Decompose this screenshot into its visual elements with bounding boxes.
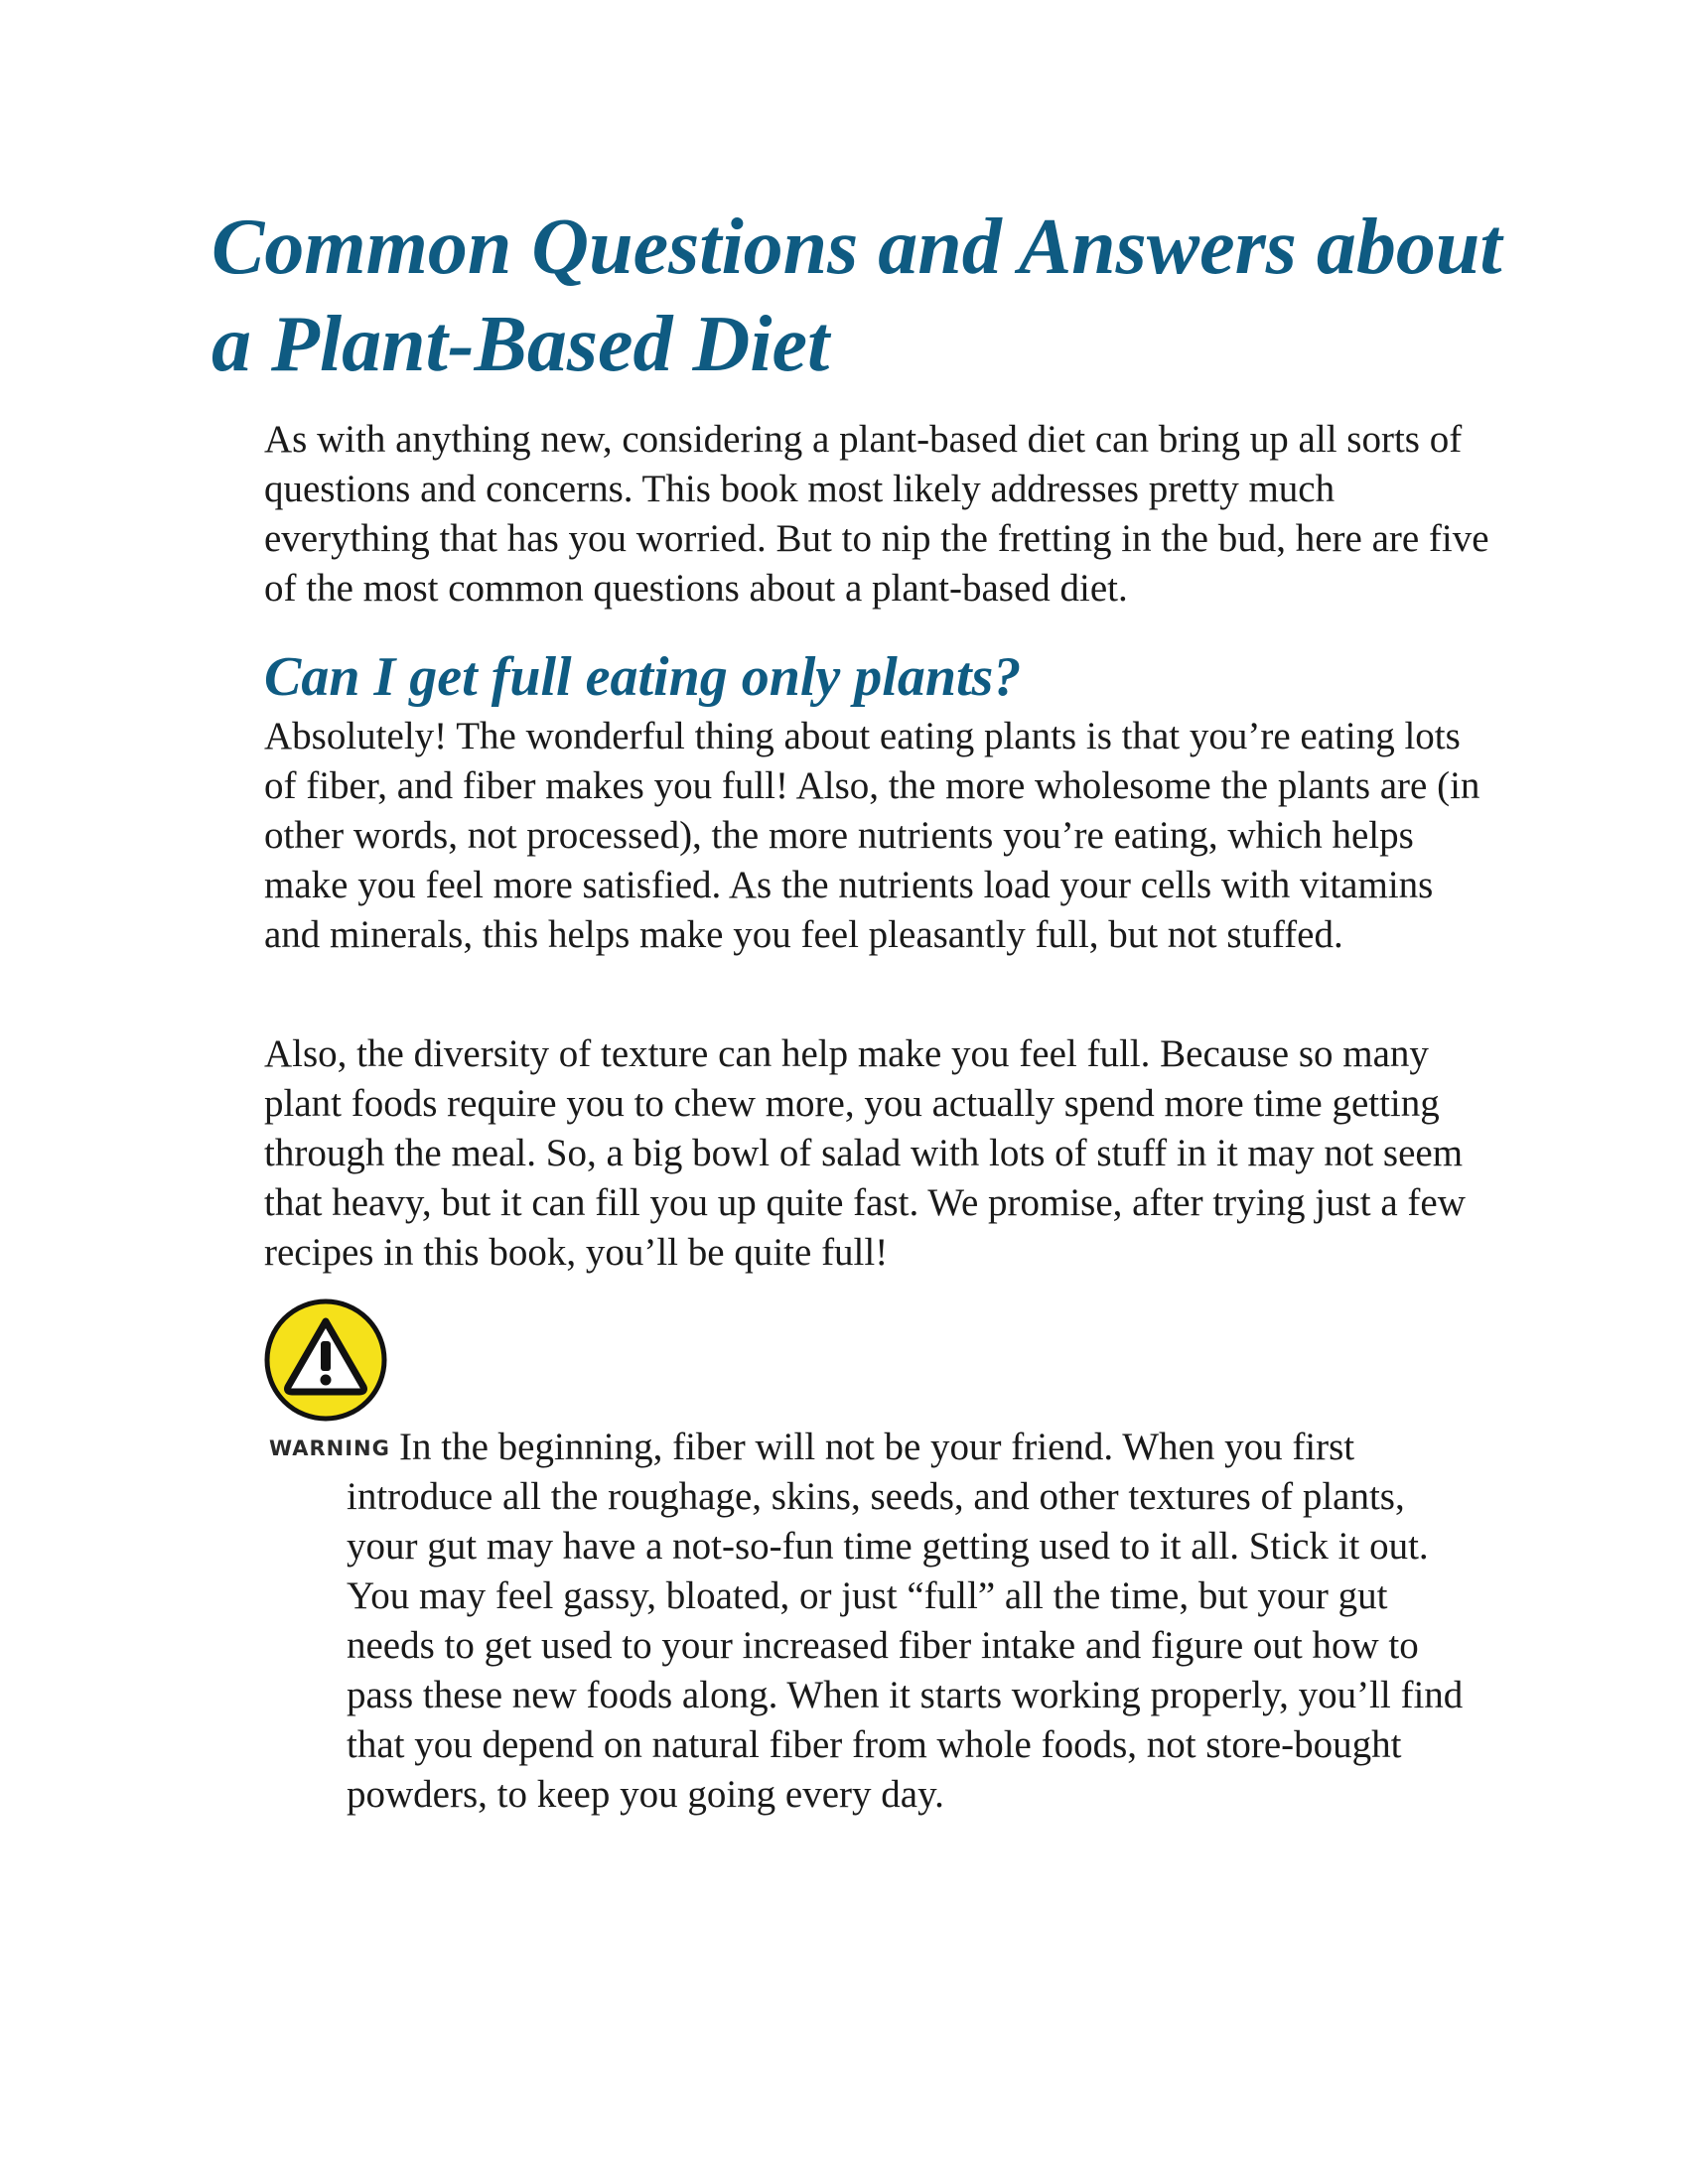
chapter-title: Common Questions and Answers about a Plant-Based Diet: [211, 204, 1502, 388]
body-paragraph: Also, the diversity of texture can help make you feel full. Because so many plant foods require you to chew more, you actually spend more time getting through the meal. So, a big bowl of salad with lots of stuff in it may not seem that heavy, but it can fill you up quite fast. We promise, after trying just a few recipes in this book, you’ll be quite full!: [264, 1032, 1466, 1274]
warning-triangle-icon: [263, 1297, 388, 1423]
section-heading: Can I get full eating only plants?: [264, 646, 1022, 708]
intro-paragraph: As with anything new, considering a plant-based diet can bring up all sorts of questions and concerns. This book most likely addresses pretty much everything that has you worried. But to nip the fretting in the bud, here are five of the most common questions about a plant-based diet.: [264, 418, 1489, 610]
warning-text-first-line: In the beginning, fiber will not be your friend. When you first: [399, 1426, 1355, 1468]
warning-text: introduce all the roughage, skins, seeds, and other textures of plants, your gut may have a not-so-fun time getting used to it all. Stick it out. You may feel gassy, bloated, or just “full” all the time, but your gut needs to get used to your increased fiber intake and figure out how to pass these new foods along. When it starts working properly, you’ll find that you depend on natural fiber from whole foods, not store-bought powders, to keep you going every day.: [347, 1475, 1464, 1816]
body-paragraph: Absolutely! The wonderful thing about eating plants is that you’re eating lots of fiber, and fiber makes you full! Also, the more wholesome the plants are (in other words, not processed), the more nutrients you’re eating, which helps make you feel more satisfied. As the nutrients load your cells with vitamins and minerals, this helps make you feel pleasantly full, but not stuffed.: [264, 715, 1480, 956]
warning-label: WARNING: [269, 1436, 390, 1460]
